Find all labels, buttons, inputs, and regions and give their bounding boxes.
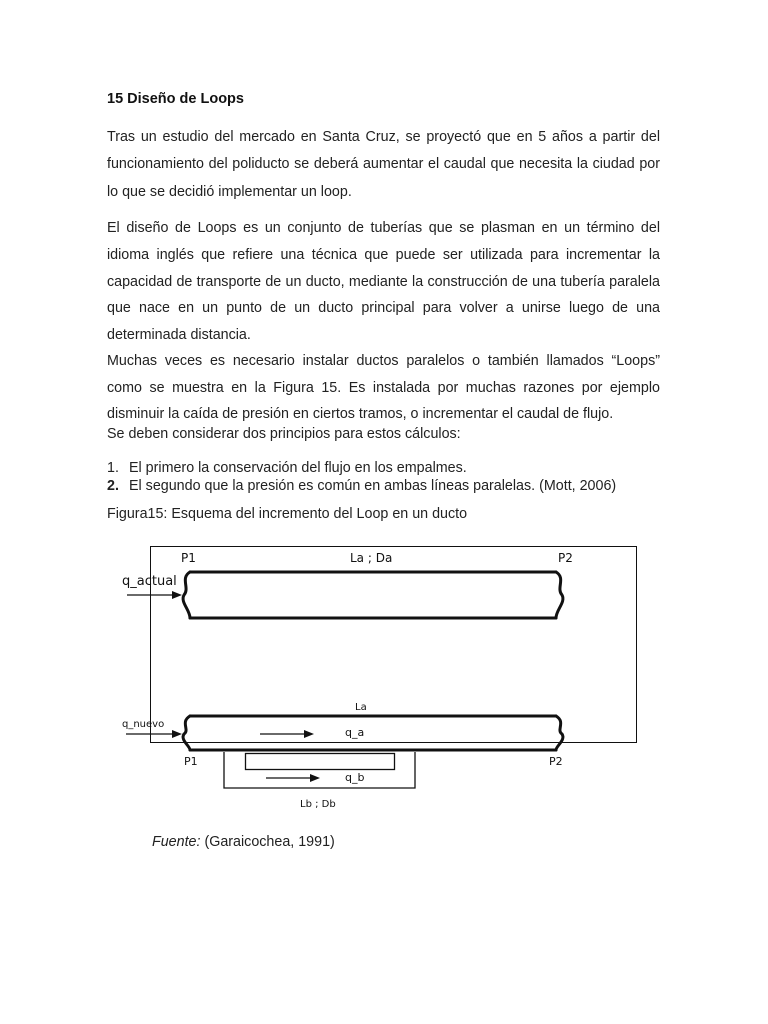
arrow-q-b	[266, 774, 320, 782]
list-item-number: 1.	[107, 460, 119, 476]
label-top-p1: P1	[181, 551, 196, 565]
figure-caption: Figura15: Esquema del incremento del Loop en un ducto	[107, 506, 468, 522]
diagram-frame	[151, 547, 637, 743]
loop-pipe	[224, 752, 415, 788]
list-item	[107, 478, 667, 494]
loop-diagram	[110, 540, 650, 820]
bottom-pipe	[183, 716, 563, 750]
top-pipe	[183, 572, 563, 618]
label-q-b: q_b	[345, 771, 365, 784]
figure-source	[152, 834, 335, 850]
list-item-number: 2.	[107, 478, 119, 494]
list-item-text: El primero la conservación del flujo en los empalmes.	[129, 460, 467, 476]
arrow-q-a	[260, 730, 314, 738]
label-q-a: q_a	[345, 726, 365, 739]
label-loop-pipe: Lb ; Db	[300, 799, 336, 810]
label-bottom-pipe: La	[355, 702, 367, 713]
list-item-text: El segundo que la presión es común en ambas líneas paralelas. (Mott, 2006)	[129, 478, 617, 494]
list-item	[107, 460, 667, 476]
paragraph-intro: Tras un estudio del mercado en Santa Cruz, se proyectó que en 5 años a partir del funcionamiento del poliducto se deberá aumentar el caudal que necesita la ciudad por lo que se decidió implementar un loop.	[107, 129, 660, 200]
label-q-nuevo: q_nuevo	[122, 719, 165, 730]
label-top-pipe: La ; Da	[350, 551, 393, 565]
source-citation: (Garaicochea, 1991)	[200, 834, 335, 850]
arrow-q-actual	[127, 591, 182, 599]
label-bottom-p2: P2	[549, 755, 563, 768]
paragraph-loop-definition: El diseño de Loops es un conjunto de tuberías que se plasman en un término del idioma inglés que refiere una técnica que puede ser utilizada para incrementar la capacidad de transporte de un ducto, mediante la construcción de una tubería paralela que nace en un punto de un ducto principal para volver a unirse luego de una determinada distancia.	[107, 220, 660, 344]
label-bottom-p1: P1	[184, 755, 198, 768]
source-label: Fuente:	[152, 834, 201, 850]
label-top-p2: P2	[558, 551, 573, 565]
arrow-q-nuevo	[126, 730, 182, 738]
paragraph-parallel-ducts: Muchas veces es necesario instalar ductos paralelos o también llamados “Loops” como se muestra en la Figura 15. Es instalada por muchas razones por ejemplo disminuir la caída de presión en ciertos tramos, o incrementar el caudal de flujo.	[107, 353, 660, 423]
section-heading: 15 Diseño de Loops	[107, 91, 244, 107]
paragraph-principles: Se deben considerar dos principios para estos cálculos:	[107, 426, 461, 442]
label-q-actual: q_actual	[122, 574, 177, 589]
